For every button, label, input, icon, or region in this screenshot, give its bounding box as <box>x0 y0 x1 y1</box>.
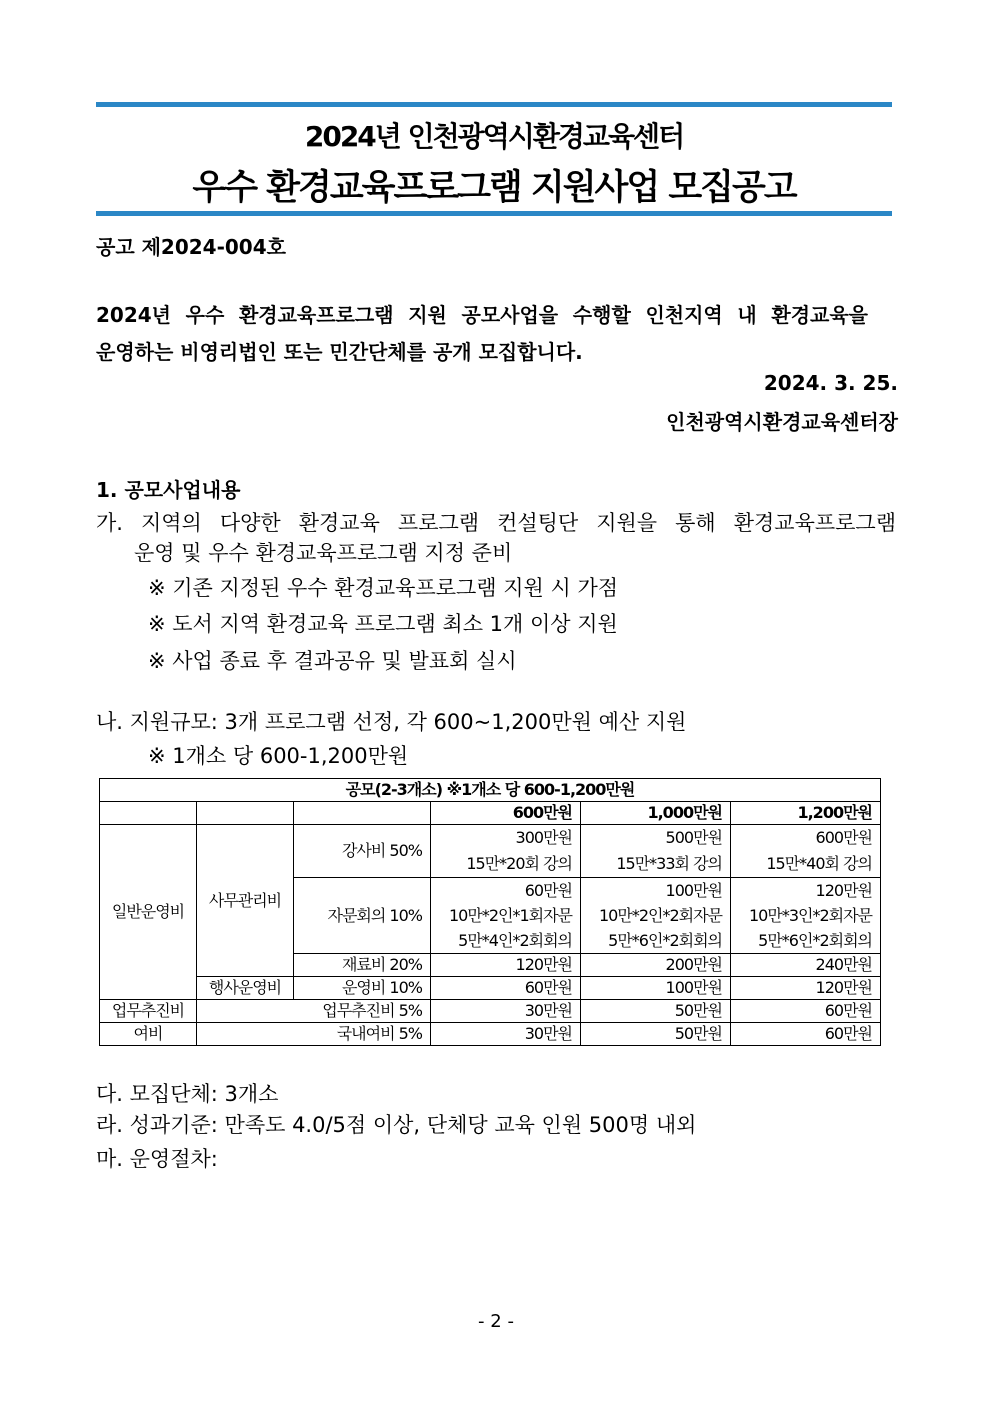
col-header-600: 600만원 <box>431 802 581 825</box>
notice-number: 공고 제2024-004호 <box>96 235 286 259</box>
note-1: ※ 기존 지정된 우수 환경교육프로그램 지원 시 가점 <box>148 576 619 600</box>
note-2: ※ 도서 지역 환경교육 프로그램 최소 1개 이상 지원 <box>148 612 618 636</box>
title-line-1: 2024년 인천광역시환경교육센터 <box>304 120 684 153</box>
intro-line-2: 운영하는 비영리법인 또는 민간단체를 공개 모집합니다. <box>96 340 583 364</box>
budget-table <box>99 778 881 1046</box>
category-travel: 여비 <box>100 1023 197 1046</box>
table-row-promo <box>100 1000 881 1023</box>
issuer: 인천광역시환경교육센터장 <box>666 410 898 434</box>
cell-material-600: 120만원 <box>431 954 581 977</box>
page-number: - 2 - <box>478 1311 514 1332</box>
row-label-advisory: 자문회의 10% <box>294 878 431 954</box>
top-rule <box>96 102 892 107</box>
item-ga-line-1: 가. 지역의 다양한 환경교육 프로그램 컨설팅단 지원을 통해 환경교육프로그램 <box>96 511 896 535</box>
notice-date: 2024. 3. 25. <box>763 371 898 395</box>
table-row-travel <box>100 1023 881 1046</box>
table-title-row <box>100 779 881 802</box>
section-heading: 1. 공모사업내용 <box>96 478 241 502</box>
cell-travel-600: 30만원 <box>431 1023 581 1046</box>
cell-promo-1000: 50만원 <box>581 1000 731 1023</box>
title-line-2: 우수 환경교육프로그램 지원사업 모집공고 <box>192 168 796 208</box>
row-label-promo: 업무추진비 5% <box>197 1000 431 1023</box>
category-general: 일반운영비 <box>100 825 197 1000</box>
cell-travel-1000: 50만원 <box>581 1023 731 1046</box>
col-header-1200: 1,200만원 <box>731 802 881 825</box>
item-ma: 마. 운영절차: <box>96 1147 218 1171</box>
item-na: 나. 지원규모: 3개 프로그램 선정, 각 600~1,200만원 예산 지원 <box>96 710 687 734</box>
cell-operation-1000: 100만원 <box>581 977 731 1000</box>
row-label-operation: 운영비 10% <box>294 977 431 1000</box>
table-row-operation <box>100 977 881 1000</box>
note-3: ※ 사업 종료 후 결과공유 및 발표회 실시 <box>148 649 517 673</box>
cell-lecture-600: 300만원 15만*20회 강의 <box>431 825 581 878</box>
cell-material-1000: 200만원 <box>581 954 731 977</box>
row-label-travel: 국내여비 5% <box>197 1023 431 1046</box>
row-label-material: 재료비 20% <box>294 954 431 977</box>
category-admin: 사무관리비 <box>197 825 294 977</box>
item-ra: 라. 성과기준: 만족도 4.0/5점 이상, 단체당 교육 인원 500명 내외 <box>96 1113 697 1137</box>
cell-travel-1200: 60만원 <box>731 1023 881 1046</box>
bottom-rule <box>96 211 892 216</box>
cell-promo-600: 30만원 <box>431 1000 581 1023</box>
item-da: 다. 모집단체: 3개소 <box>96 1082 279 1106</box>
cell-promo-1200: 60만원 <box>731 1000 881 1023</box>
category-promo: 업무추진비 <box>100 1000 197 1023</box>
cell-operation-600: 60만원 <box>431 977 581 1000</box>
cell-lecture-1200: 600만원 15만*40회 강의 <box>731 825 881 878</box>
item-ga-line-2: 운영 및 우수 환경교육프로그램 지정 준비 <box>134 541 513 565</box>
cell-material-1200: 240만원 <box>731 954 881 977</box>
cell-advisory-1200: 120만원 10만*3인*2회자문 5만*6인*2회회의 <box>731 878 881 954</box>
item-na-note: ※ 1개소 당 600-1,200만원 <box>148 744 409 768</box>
table-title: 공모(2-3개소) ※1개소 당 600-1,200만원 <box>100 779 881 802</box>
cell-lecture-1000: 500만원 15만*33회 강의 <box>581 825 731 878</box>
table-header-row <box>100 802 881 825</box>
table-row-lecture <box>100 825 881 878</box>
cell-advisory-1000: 100만원 10만*2인*2회자문 5만*6인*2회회의 <box>581 878 731 954</box>
cell-advisory-600: 60만원 10만*2인*1회자문 5만*4인*2회회의 <box>431 878 581 954</box>
cell-operation-1200: 120만원 <box>731 977 881 1000</box>
row-label-lecture: 강사비 50% <box>294 825 431 878</box>
category-event: 행사운영비 <box>197 977 294 1000</box>
col-header-1000: 1,000만원 <box>581 802 731 825</box>
intro-line-1: 2024년 우수 환경교육프로그램 지원 공모사업을 수행할 인천지역 내 환경교육을 <box>96 303 868 327</box>
